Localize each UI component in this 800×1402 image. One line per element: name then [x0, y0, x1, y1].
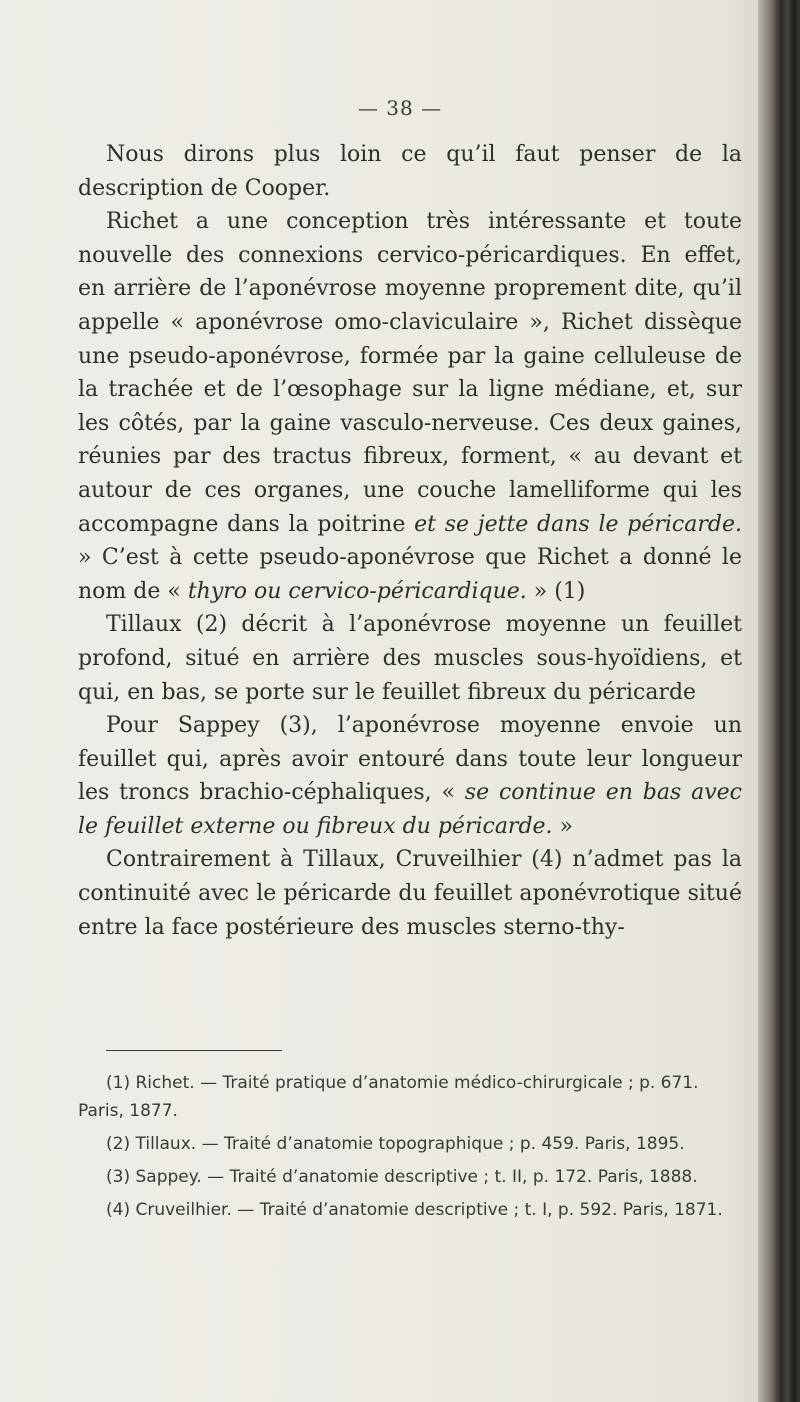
- footnote: (1) Richet. — Traité pratique d’anatomie médico-chirurgicale ; p. 671. Paris, 1877.: [78, 1073, 699, 1121]
- italic-quote: thyro ou cervico-péricardique.: [187, 578, 527, 604]
- paragraph-text: » C’est à cette pseudo-aponévrose que Richet a donné le nom de «: [78, 545, 742, 604]
- italic-quote: se continue en bas avec le feuillet externe ou fibreux du péricarde.: [78, 780, 742, 839]
- paragraph-text: Tillaux (2) décrit à l’aponévrose moyenne un feuillet profond, situé en arrière des muscles sous-hyoïdiens, et qui, en bas, se porte sur le feuillet fibreux du péricarde: [78, 612, 742, 705]
- book-binding-edge: [758, 0, 800, 1402]
- paragraph: [78, 138, 742, 205]
- paragraph: [78, 608, 742, 709]
- italic-quote: et se jette dans le péricarde.: [414, 511, 742, 537]
- page-number: — 38 —: [357, 96, 443, 120]
- paragraph: [78, 709, 742, 843]
- paragraph-text: Richet a une conception très intéressante et toute nouvelle des connexions cervico-péricardiques. En effet, en arrière de l’aponévrose moyenne proprement dite, qu’il appelle « aponévrose omo-claviculaire », Richet dissèque une pseudo-aponévrose, formée par la gaine celluleuse de la trachée et de l’œsophage sur la ligne médiane, et, sur les côtés, par la gaine vasculo-nerveuse. Ces deux gaines, réunies par des tractus fibreux, forment, « au devant et autour de ces organes, une couche lamelliforme qui les accompagne dans la poitrine: [78, 209, 742, 537]
- footnote: (2) Tillaux. — Traité d’anatomie topographique ; p. 459. Paris, 1895.: [106, 1134, 685, 1154]
- footnote: (4) Cruveilhier. — Traité d’anatomie descriptive ; t. I, p. 592. Paris, 1871.: [106, 1200, 723, 1220]
- footnote: (3) Sappey. — Traité d’anatomie descriptive ; t. II, p. 172. Paris, 1888.: [106, 1167, 698, 1187]
- footnotes: [78, 1069, 742, 1229]
- paragraph: [78, 843, 742, 944]
- paragraph-text: » (1): [526, 578, 586, 604]
- paragraph-text: »: [552, 813, 573, 839]
- paragraph-text: Pour Sappey (3), l’aponévrose moyenne envoie un feuillet qui, après avoir entouré dans toute leur longueur les troncs brachio-céphaliques, «: [78, 713, 742, 806]
- paragraph-text: Contrairement à Tillaux, Cruveilhier (4) n’admet pas la continuité avec le péricarde du feuillet aponévrotique situé entre la face postérieure des muscles sterno-thy-: [78, 847, 742, 940]
- paragraph-text: Nous dirons plus loin ce qu’il faut penser de la description de Cooper.: [78, 142, 742, 201]
- footnote-separator: [106, 1050, 282, 1051]
- body-text: [78, 138, 742, 944]
- paragraph: [78, 205, 742, 608]
